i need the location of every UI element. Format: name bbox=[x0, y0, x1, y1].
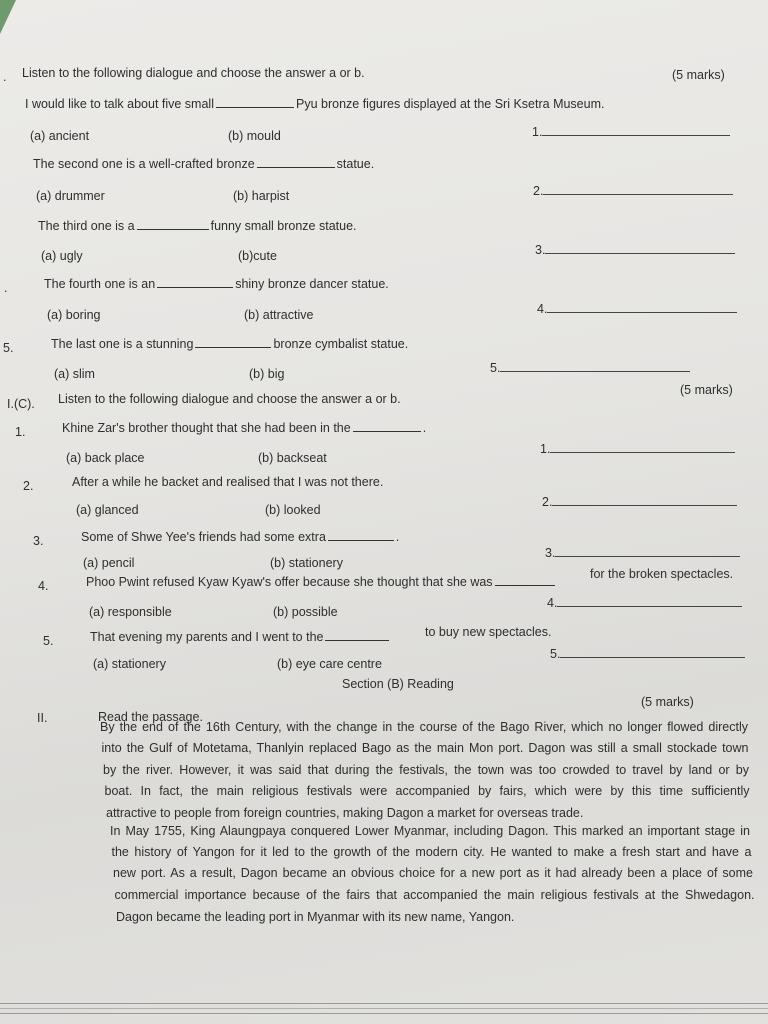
page-edge bbox=[0, 1013, 768, 1014]
question-text-after: statue. bbox=[336, 157, 375, 171]
passage-line: In May 1755, King Alaungpaya conquered Lower Myanmar, including Dagon. This marked an important stage in bbox=[110, 824, 750, 838]
passage-line: new port. As a result, Dagon became an obvious choice for a new port as it had already been a place of some bbox=[113, 866, 753, 880]
answer-number: 5. bbox=[550, 647, 561, 661]
question-text bbox=[33, 157, 374, 171]
question-text-before: Some of Shwe Yee's friends had some extra bbox=[81, 530, 326, 544]
question-text-before: The fourth one is an bbox=[44, 277, 156, 291]
part-c-label: I.(C). bbox=[7, 397, 35, 411]
question-text-before: The last one is a stunning bbox=[51, 337, 194, 351]
option-b: (b) looked bbox=[265, 503, 321, 517]
question-text bbox=[90, 630, 391, 644]
answer-line[interactable] bbox=[550, 444, 735, 453]
answer-blank[interactable] bbox=[325, 630, 389, 641]
question-text-after: funny small bronze statue. bbox=[210, 219, 357, 233]
answer-blank[interactable] bbox=[257, 157, 335, 168]
option-b: (b) possible bbox=[273, 605, 338, 619]
passage-line: commercial importance because of the fairs that accompanied the main religious festivals at the Shwedagon. bbox=[114, 888, 755, 902]
passage-line: boat. In fact, the main religious festivals were accompanied by fairs, which were by this time sufficiently bbox=[104, 784, 750, 798]
question-text bbox=[62, 421, 426, 435]
answer-number: 4. bbox=[537, 302, 548, 316]
answer-line[interactable] bbox=[545, 245, 735, 254]
option-a: (a) ancient bbox=[30, 129, 90, 143]
question-text bbox=[81, 530, 399, 544]
answer-slot bbox=[533, 184, 733, 198]
section-b-title: Section (B) Reading bbox=[342, 677, 454, 691]
page-corner-decoration bbox=[0, 0, 16, 34]
answer-line[interactable] bbox=[560, 649, 745, 658]
answer-blank[interactable] bbox=[216, 97, 294, 108]
option-b: (b) mould bbox=[228, 129, 281, 143]
part-c-marks: (5 marks) bbox=[680, 383, 733, 397]
option-a: (a) pencil bbox=[83, 556, 135, 570]
option-b: (b)cute bbox=[238, 249, 277, 263]
answer-number: 1. bbox=[532, 125, 543, 139]
question-text-before: The third one is a bbox=[38, 219, 135, 233]
question-number: . bbox=[4, 281, 8, 295]
answer-line[interactable] bbox=[547, 304, 737, 313]
question-text bbox=[86, 575, 557, 589]
option-a: (a) stationery bbox=[93, 657, 166, 671]
question-number: 4. bbox=[38, 579, 49, 593]
answer-number: 2. bbox=[542, 495, 553, 509]
question-number: 3. bbox=[33, 534, 44, 548]
question-text-before: I would like to talk about five small bbox=[25, 97, 214, 111]
answer-slot bbox=[532, 125, 730, 139]
answer-slot bbox=[490, 361, 690, 375]
question-number: 2. bbox=[23, 479, 34, 493]
question-text-after: . bbox=[422, 421, 427, 435]
question-number: 5. bbox=[43, 634, 54, 648]
part-a-instruction: Listen to the following dialogue and choose the answer a or b. bbox=[22, 66, 365, 80]
option-a: (a) boring bbox=[47, 308, 101, 322]
answer-number: 3. bbox=[535, 243, 546, 257]
question-number: 5. bbox=[3, 341, 14, 355]
answer-slot bbox=[535, 243, 735, 257]
option-a: (a) slim bbox=[54, 367, 95, 381]
answer-line[interactable] bbox=[500, 363, 690, 372]
question-text bbox=[25, 97, 604, 111]
option-a: (a) glanced bbox=[76, 503, 139, 517]
answer-blank[interactable] bbox=[328, 530, 394, 541]
question-text-before: After a while he backet and realised that I was not there. bbox=[72, 475, 384, 489]
question-text bbox=[72, 475, 383, 489]
option-a: (a) responsible bbox=[89, 605, 172, 619]
question-text bbox=[44, 277, 389, 291]
option-b: (b) attractive bbox=[244, 308, 314, 322]
passage-line: the history of Yangon for it led to the growth of the modern city. He wanted to make a fresh start and have a bbox=[111, 845, 752, 859]
option-b: (b) stationery bbox=[270, 556, 343, 570]
question-text-after: bronze cymbalist statue. bbox=[273, 337, 409, 351]
answer-number: 5. bbox=[490, 361, 501, 375]
answer-blank[interactable] bbox=[157, 277, 233, 288]
option-a: (a) ugly bbox=[41, 249, 83, 263]
answer-line[interactable] bbox=[542, 127, 730, 136]
question-text-after: for the broken spectacles. bbox=[590, 567, 734, 581]
answer-blank[interactable] bbox=[353, 421, 421, 432]
question-number: 1. bbox=[15, 425, 26, 439]
answer-slot bbox=[550, 647, 745, 661]
part-a-bullet: . bbox=[3, 70, 7, 84]
section-b-label: II. bbox=[37, 711, 48, 725]
answer-number: 4. bbox=[547, 596, 558, 610]
answer-blank[interactable] bbox=[195, 337, 271, 348]
question-text-after: shiny bronze dancer statue. bbox=[235, 277, 389, 291]
answer-slot bbox=[545, 546, 740, 560]
page-edge bbox=[0, 1003, 768, 1004]
answer-slot bbox=[537, 302, 737, 316]
question-text bbox=[51, 337, 408, 351]
passage-line: by the river. However, it was said that during the festivals, the town was too crowded to travel by land or by bbox=[103, 763, 749, 777]
option-b: (b) harpist bbox=[233, 189, 290, 203]
page-edge bbox=[0, 1008, 768, 1009]
question-text-after: . bbox=[395, 530, 400, 544]
answer-number: 3. bbox=[545, 546, 556, 560]
question-text-before: Phoo Pwint refused Kyaw Kyaw's offer because she thought that she was bbox=[86, 575, 493, 589]
answer-line[interactable] bbox=[552, 497, 737, 506]
part-a-marks: (5 marks) bbox=[672, 68, 725, 82]
option-b: (b) backseat bbox=[258, 451, 327, 465]
question-text-before: Khine Zar's brother thought that she had been in the bbox=[62, 421, 351, 435]
option-b: (b) eye care centre bbox=[277, 657, 382, 671]
answer-slot bbox=[547, 596, 742, 610]
question-text-before: The second one is a well-crafted bronze bbox=[33, 157, 255, 171]
question-text-before: That evening my parents and I went to the bbox=[90, 630, 324, 644]
answer-slot bbox=[542, 495, 737, 509]
option-a: (a) drummer bbox=[36, 189, 105, 203]
question-text-after: to buy new spectacles. bbox=[425, 625, 552, 639]
section-b-marks: (5 marks) bbox=[641, 695, 694, 709]
answer-line[interactable] bbox=[555, 548, 740, 557]
passage-line: By the end of the 16th Century, with the change in the course of the Bago River, which no longer flowed directly bbox=[100, 720, 748, 734]
part-c-instruction: Listen to the following dialogue and choose the answer a or b. bbox=[58, 392, 401, 406]
section-b-instruction: Read the passage. bbox=[98, 710, 203, 724]
answer-number: 1. bbox=[540, 442, 551, 456]
answer-blank[interactable] bbox=[495, 575, 555, 586]
answer-line[interactable] bbox=[543, 186, 733, 195]
passage-line: into the Gulf of Motetama, Thanlyin replaced Bago as the main Mon port. Dagon was still a small stockade town bbox=[101, 741, 749, 755]
answer-slot bbox=[540, 442, 735, 456]
passage-line: Dagon became the leading port in Myanmar with its new name, Yangon. bbox=[116, 910, 515, 924]
answer-number: 2. bbox=[533, 184, 544, 198]
answer-line[interactable] bbox=[557, 598, 742, 607]
option-b: (b) big bbox=[249, 367, 285, 381]
answer-blank[interactable] bbox=[137, 219, 209, 230]
question-text-after: Pyu bronze figures displayed at the Sri Ksetra Museum. bbox=[295, 97, 605, 111]
question-text bbox=[38, 219, 357, 233]
option-a: (a) back place bbox=[66, 451, 145, 465]
passage-line: attractive to people from foreign countries, making Dagon a market for overseas trade. bbox=[106, 806, 584, 820]
